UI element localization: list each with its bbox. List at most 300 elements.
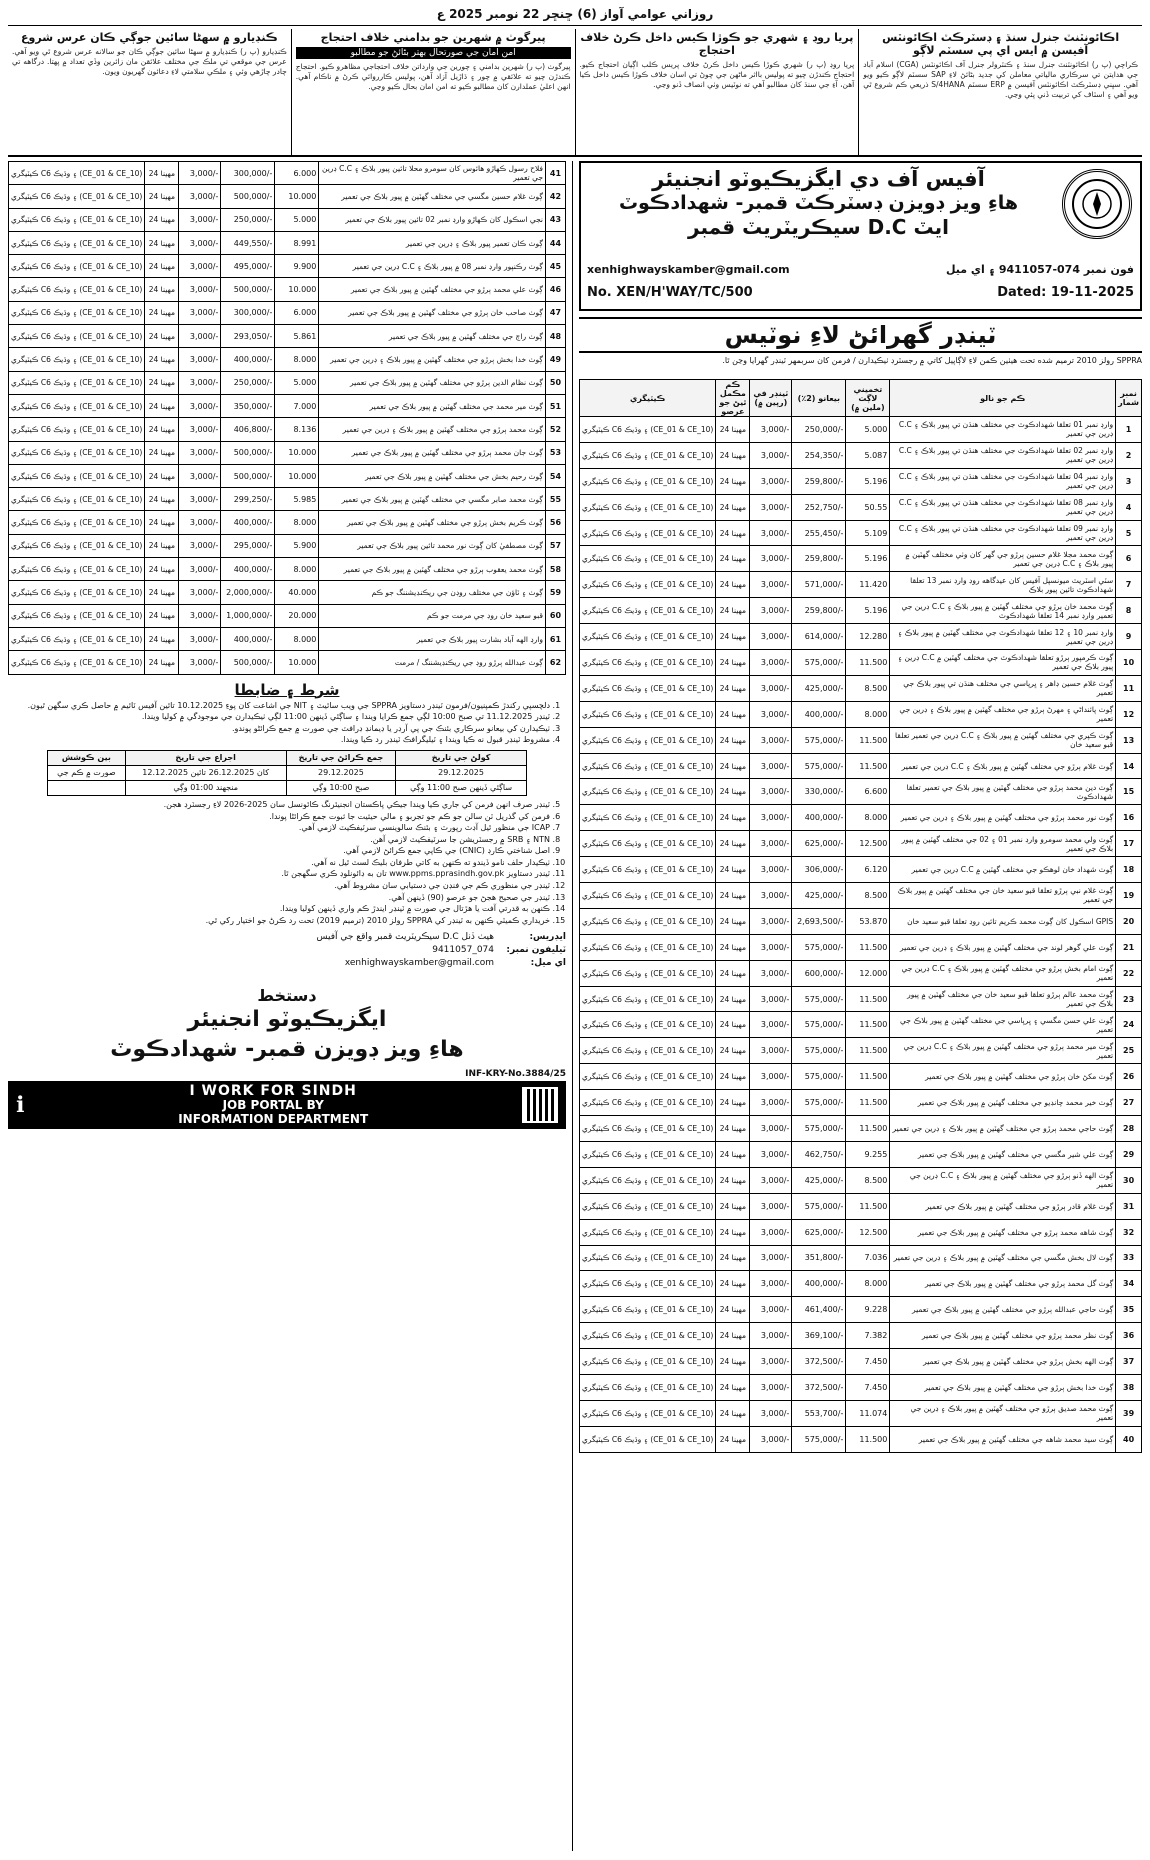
cost-cell: 7.036 — [846, 1245, 890, 1271]
period-cell: 24 مهينا — [716, 805, 750, 831]
news-column — [858, 29, 1142, 155]
notice-intro: SPPRA رولز 2010 ترميم شده تحت هيٺين ڪمن لاءِ لاڳاپيل کاتي ۾ رجسٽرڊ ٺيڪيدارن / فرمن کان سربمهر ٽينڊر گهرايا وڃن ٿا. — [722, 356, 1142, 365]
category-cell: ڪيٽيگري C6 ۽ وڌيڪ (CE_01 & CE_10) — [580, 1400, 716, 1426]
category-cell: ڪيٽيگري C6 ۽ وڌيڪ (CE_01 & CE_10) — [580, 1219, 716, 1245]
table-row — [580, 831, 1142, 857]
period-cell: 24 مهينا — [145, 325, 179, 348]
table-row — [9, 558, 566, 581]
cost-cell: 11.500 — [846, 1038, 890, 1064]
schedule-header: اجراع جي تاريخ — [125, 750, 286, 765]
category-cell: ڪيٽيگري C6 ۽ وڌيڪ (CE_01 & CE_10) — [9, 558, 145, 581]
table-row — [9, 581, 566, 604]
category-cell: ڪيٽيگري C6 ۽ وڌيڪ (CE_01 & CE_10) — [580, 494, 716, 520]
fee-cell: 3,000/- — [750, 805, 792, 831]
serial-cell: 53 — [546, 441, 566, 464]
serial-cell: 40 — [1116, 1426, 1142, 1452]
cost-cell: 8.000 — [846, 805, 890, 831]
category-cell: ڪيٽيگري C6 ۽ وڌيڪ (CE_01 & CE_10) — [580, 1090, 716, 1116]
description-cell: ڳوٺ شهداد خان لوهڪو جي مختلف گهٽين ۾ C.C ڊرين جي تعمير — [890, 857, 1116, 883]
earnest-cell: 575,000/- — [792, 753, 846, 779]
serial-cell: 7 — [1116, 572, 1142, 598]
earnest-cell: 369,100/- — [792, 1323, 846, 1349]
office-line: ايٽ D.C سيڪريٽريٽ قمبر — [688, 215, 949, 239]
notice-title: ٽينڊر گهرائڻ لاءِ نوٽيس — [579, 317, 1142, 353]
fee-cell: 3,000/- — [750, 1349, 792, 1375]
serial-cell: 3 — [1116, 468, 1142, 494]
table-row — [580, 934, 1142, 960]
table-row — [580, 908, 1142, 934]
description-cell: ڳوٺ نظام الدين ٻرڙو جي مختلف گهٽين ۾ پيور بلاڪ جي تعمير — [319, 371, 546, 394]
serial-cell: 27 — [1116, 1090, 1142, 1116]
category-cell: ڪيٽيگري C6 ۽ وڌيڪ (CE_01 & CE_10) — [580, 1012, 716, 1038]
cost-cell: 5.196 — [846, 468, 890, 494]
fee-cell: 3,000/- — [179, 558, 221, 581]
serial-cell: 25 — [1116, 1038, 1142, 1064]
cost-cell: 11.500 — [846, 753, 890, 779]
cost-cell: 10.000 — [275, 185, 319, 208]
category-cell: ڪيٽيگري C6 ۽ وڌيڪ (CE_01 & CE_10) — [580, 753, 716, 779]
table-row — [9, 488, 566, 511]
serial-cell: 56 — [546, 511, 566, 534]
col-header-period: ڪم مڪمل ٿيڻ جو عرصو — [716, 380, 750, 417]
serial-cell: 55 — [546, 488, 566, 511]
term-item: 5. ٽينڊر صرف انهن فرمن کي جاري ڪيا ويندا جيڪي پاڪستان انجنيئرنگ ڪائونسل سان 2025-2026 لاءِ رجسٽرڊ هجن. — [8, 800, 550, 811]
earnest-cell: 350,000/- — [221, 394, 275, 417]
table-row — [580, 468, 1142, 494]
earnest-cell: 625,000/- — [792, 1219, 846, 1245]
description-cell: ڳوٺ صاحب خان ٻرڙو جي مختلف گهٽين ۾ پيور بلاڪ جي تعمير — [319, 301, 546, 324]
news-body: ڪنڊيارو (پ ر) ڪنڊيارو ۾ سهڻا سائين جوڳي ڪان جو سالانه عرس شروع ٿي ويو آهي. عرس جي موقعي تي ملڪ جي مختلف علائقن مان زائرين وڏي تعداد ۾ پهتا. درگاهه تي چادر چاڙهي وئي ۽ ملڪي سلامتي لاءِ دعائون گهريون ويون. — [12, 47, 287, 76]
description-cell: ڳوٺ رحيم بخش جي مختلف گهٽين ۾ پيور بلاڪ جي تعمير — [319, 464, 546, 487]
description-cell: ڳوٺ عبدالله ٻرڙو روڊ جي ريڪنڊيشننگ / مرمت — [319, 651, 546, 674]
signature-label: دستخط — [257, 986, 317, 1006]
period-cell: 24 مهينا — [145, 301, 179, 324]
serial-cell: 10 — [1116, 650, 1142, 676]
description-cell: نجي اسڪول کان ڪهاڙو وارڊ نمبر 02 تائين پيور بلاڪ جي تعمير — [319, 208, 546, 231]
earnest-cell: 306,000/- — [792, 857, 846, 883]
earnest-cell: 500,000/- — [221, 278, 275, 301]
serial-cell: 2 — [1116, 442, 1142, 468]
serial-cell: 35 — [1116, 1297, 1142, 1323]
description-cell: ڳوٺ پائنداڻي ۽ مهرڻ ٻرڙو جي مختلف گهٽين ۾ پيور بلاڪ ۽ ڊرين جي تعمير — [890, 701, 1116, 727]
table-row — [9, 278, 566, 301]
cost-cell: 8.000 — [275, 558, 319, 581]
fee-cell: 3,000/- — [750, 1245, 792, 1271]
phone-value: 074_9411057 — [432, 945, 494, 956]
category-cell: ڪيٽيگري C6 ۽ وڌيڪ (CE_01 & CE_10) — [580, 650, 716, 676]
fee-cell: 3,000/- — [750, 857, 792, 883]
cost-cell: 10.000 — [275, 464, 319, 487]
contact-line — [587, 263, 1134, 276]
news-column — [575, 29, 859, 155]
description-cell: ڳوٺ علي گوهر لوند جي مختلف گهٽين ۾ پيور بلاڪ ۽ ڊرين جي تعمير — [890, 934, 1116, 960]
serial-cell: 16 — [1116, 805, 1142, 831]
category-cell: ڪيٽيگري C6 ۽ وڌيڪ (CE_01 & CE_10) — [580, 675, 716, 701]
serial-cell: 18 — [1116, 857, 1142, 883]
period-cell: 24 مهينا — [145, 534, 179, 557]
fee-cell: 3,000/- — [179, 255, 221, 278]
table-row — [9, 441, 566, 464]
earnest-cell: 575,000/- — [792, 1064, 846, 1090]
fee-cell: 3,000/- — [179, 278, 221, 301]
table-row — [9, 371, 566, 394]
serial-cell: 14 — [1116, 753, 1142, 779]
address-value: هيٺ ڏنل D.C سيڪريٽريٽ قمبر واقع جي آفيس — [316, 932, 494, 943]
news-column — [8, 29, 291, 155]
cost-cell: 5.196 — [846, 598, 890, 624]
cost-cell: 11.500 — [846, 934, 890, 960]
period-cell: 24 مهينا — [716, 1141, 750, 1167]
cost-cell: 20.000 — [275, 604, 319, 627]
serial-cell: 39 — [1116, 1400, 1142, 1426]
earnest-cell: 400,000/- — [792, 1271, 846, 1297]
category-cell: ڪيٽيگري C6 ۽ وڌيڪ (CE_01 & CE_10) — [9, 441, 145, 464]
period-cell: 24 مهينا — [716, 779, 750, 805]
fee-cell: 3,000/- — [750, 1271, 792, 1297]
category-cell: ڪيٽيگري C6 ۽ وڌيڪ (CE_01 & CE_10) — [9, 325, 145, 348]
schedule-cell: صورت ۾ ڪم جي — [48, 765, 126, 780]
earnest-cell: 575,000/- — [792, 986, 846, 1012]
banner-line: INFORMATION DEPARTMENT — [178, 1112, 369, 1127]
table-row — [580, 1323, 1142, 1349]
cost-cell: 11.500 — [846, 1012, 890, 1038]
fee-cell: 3,000/- — [179, 511, 221, 534]
cost-cell: 6.000 — [275, 301, 319, 324]
period-cell: 24 مهينا — [716, 1116, 750, 1142]
period-cell: 24 مهينا — [716, 1167, 750, 1193]
table-row — [580, 986, 1142, 1012]
period-cell: 24 مهينا — [145, 185, 179, 208]
category-cell: ڪيٽيگري C6 ۽ وڌيڪ (CE_01 & CE_10) — [580, 1064, 716, 1090]
category-cell: ڪيٽيگري C6 ۽ وڌيڪ (CE_01 & CE_10) — [580, 960, 716, 986]
period-cell: 24 مهينا — [716, 1271, 750, 1297]
cost-cell: 40.000 — [275, 581, 319, 604]
description-cell: ڳوٺ محمد صديق ٻرڙو جي مختلف گهٽين ۾ پيور بلاڪ ۽ ڊرين جي تعمير — [890, 1400, 1116, 1426]
category-cell: ڪيٽيگري C6 ۽ وڌيڪ (CE_01 & CE_10) — [9, 278, 145, 301]
schedule-header: جمع ڪرائڻ جي تاريخ — [286, 750, 396, 765]
table-row — [9, 651, 566, 674]
description-cell: ڳوٺ غلام نبي ٻرڙو تعلقا قبو سعيد خان جي مختلف گهٽين ۾ پيور بلاڪ جي تعمير — [890, 883, 1116, 909]
earnest-cell: 259,800/- — [792, 598, 846, 624]
category-cell: ڪيٽيگري C6 ۽ وڌيڪ (CE_01 & CE_10) — [580, 572, 716, 598]
earnest-cell: 259,800/- — [792, 546, 846, 572]
earnest-cell: 614,000/- — [792, 624, 846, 650]
description-cell: ڳوٺ راڄ جي مختلف گهٽين ۾ پيور بلاڪ جي تعمير — [319, 325, 546, 348]
contact-address — [8, 931, 566, 970]
earnest-cell: 400,000/- — [792, 701, 846, 727]
period-cell: 24 مهينا — [145, 348, 179, 371]
description-cell: ڳوٺ علي حسن مگسي ۽ ڀرپاسي جي مختلف گهٽين ۾ پيور بلاڪ جي تعمير — [890, 1012, 1116, 1038]
table-row — [580, 1012, 1142, 1038]
fee-cell: 3,000/- — [750, 598, 792, 624]
table-row — [9, 511, 566, 534]
earnest-cell: 462,750/- — [792, 1141, 846, 1167]
earnest-cell: 500,000/- — [221, 651, 275, 674]
period-cell: 24 مهينا — [716, 572, 750, 598]
period-cell: 24 مهينا — [716, 883, 750, 909]
earnest-cell: 293,050/- — [221, 325, 275, 348]
fee-cell: 3,000/- — [179, 534, 221, 557]
fee-cell: 3,000/- — [750, 572, 792, 598]
description-cell: ڳوٺ مکڻ خان ٻرڙو جي مختلف گهٽين ۾ پيور بلاڪ جي تعمير — [890, 1064, 1116, 1090]
cost-cell: 12.500 — [846, 831, 890, 857]
table-row — [580, 727, 1142, 753]
cost-cell: 8.000 — [846, 1271, 890, 1297]
table-row — [580, 624, 1142, 650]
fee-cell: 3,000/- — [179, 325, 221, 348]
serial-cell: 29 — [1116, 1141, 1142, 1167]
schedule-cell: 12.12.2025 کان 26.12.2025 تائين — [125, 765, 286, 780]
office-header — [579, 161, 1142, 311]
description-cell: ڳوٺ غلام ٻرڙو جي مختلف گهٽين ۾ پيور بلاڪ ۽ C.C ڊرين جي تعمير — [890, 753, 1116, 779]
serial-cell: 45 — [546, 255, 566, 278]
cost-cell: 5.087 — [846, 442, 890, 468]
description-cell: وارڊ نمبر 08 تعلقا شهدادڪوٽ جي مختلف هنڌن تي پيور بلاڪ ۽ C.C ڊرين جي تعمير — [890, 494, 1116, 520]
cost-cell: 6.600 — [846, 779, 890, 805]
table-row — [580, 494, 1142, 520]
earnest-cell: 449,550/- — [221, 231, 275, 254]
fee-cell: 3,000/- — [750, 546, 792, 572]
cost-cell: 5.000 — [275, 208, 319, 231]
description-cell: ڳوٺ لال بخش مگسي جي مختلف گهٽين ۾ پيور بلاڪ ۽ ڊرين جي تعمير — [890, 1245, 1116, 1271]
period-cell: 24 مهينا — [716, 1012, 750, 1038]
serial-cell: 54 — [546, 464, 566, 487]
fee-cell: 3,000/- — [179, 371, 221, 394]
description-cell: ڳوٺ شاهه محمد ٻرڙو جي مختلف گهٽين ۾ پيور بلاڪ جي تعمير — [890, 1219, 1116, 1245]
serial-cell: 44 — [546, 231, 566, 254]
period-cell: 24 مهينا — [716, 624, 750, 650]
period-cell: 24 مهينا — [716, 1323, 750, 1349]
period-cell: 24 مهينا — [145, 581, 179, 604]
category-cell: ڪيٽيگري C6 ۽ وڌيڪ (CE_01 & CE_10) — [9, 208, 145, 231]
category-cell: ڪيٽيگري C6 ۽ وڌيڪ (CE_01 & CE_10) — [580, 1426, 716, 1452]
period-cell: 24 مهينا — [716, 546, 750, 572]
period-cell: 24 مهينا — [145, 208, 179, 231]
fee-cell: 3,000/- — [179, 581, 221, 604]
cost-cell: 5.900 — [275, 534, 319, 557]
cost-cell: 11.500 — [846, 727, 890, 753]
earnest-cell: 372,500/- — [792, 1374, 846, 1400]
cost-cell: 11.500 — [846, 1116, 890, 1142]
category-cell: ڪيٽيگري C6 ۽ وڌيڪ (CE_01 & CE_10) — [580, 1297, 716, 1323]
term-item: 7. ICAP جي منظور ٿيل آڊٽ رپورٽ ۽ بئنڪ سالوينسي سرٽيفڪيٽ لازمي آهي. — [8, 823, 550, 834]
col-header-cost: تخميني لاڳت (ملين ۾) — [846, 380, 890, 417]
description-cell: وارڊ نمبر 02 تعلقا شهدادڪوٽ جي مختلف هنڌن تي پيور بلاڪ ۽ C.C ڊرين جي تعمير — [890, 442, 1116, 468]
period-cell: 24 مهينا — [145, 394, 179, 417]
description-cell: ڳوٺ ڪريم بخش ٻرڙو جي مختلف گهٽين ۾ پيور بلاڪ جي تعمير — [319, 511, 546, 534]
earnest-cell: 425,000/- — [792, 1167, 846, 1193]
job-portal-banner — [8, 1081, 566, 1129]
schedule-header: بين ڪوشش — [48, 750, 126, 765]
cost-cell: 5.109 — [846, 520, 890, 546]
serial-cell: 52 — [546, 418, 566, 441]
serial-cell: 20 — [1116, 908, 1142, 934]
cost-cell: 8.000 — [275, 627, 319, 650]
works-table-continued — [8, 161, 566, 675]
earnest-cell: 575,000/- — [792, 1038, 846, 1064]
period-cell: 24 مهينا — [145, 162, 179, 185]
period-cell: 24 مهينا — [145, 558, 179, 581]
term-item: 15. خريداري ڪميٽي ڪنهن به ٽينڊر کي SPPRA رولز 2010 (ترميم 2019) تحت رد ڪرڻ جو اختيار رکي ٿي. — [8, 916, 550, 927]
description-cell: ڳوٺ علي شير مگسي جي مختلف گهٽين ۾ پيور بلاڪ جي تعمير — [890, 1141, 1116, 1167]
table-row — [580, 572, 1142, 598]
fee-cell: 3,000/- — [750, 934, 792, 960]
table-row — [9, 464, 566, 487]
category-cell: ڪيٽيگري C6 ۽ وڌيڪ (CE_01 & CE_10) — [9, 534, 145, 557]
serial-cell: 32 — [1116, 1219, 1142, 1245]
table-row — [580, 650, 1142, 676]
signatory-office: هاءِ ويز ڊويزن قمبر- شهدادڪوٽ — [110, 1037, 464, 1063]
description-cell: ڳوٺ الهه ڏنو ٻرڙو جي مختلف گهٽين ۾ پيور بلاڪ ۽ C.C ڊرين جي تعمير — [890, 1167, 1116, 1193]
col-header-no: نمبر شمار — [1116, 380, 1142, 417]
serial-cell: 1 — [1116, 417, 1142, 443]
period-cell: 24 مهينا — [716, 1038, 750, 1064]
news-body: پيرگوٺ (پ ر) شهرين بدامني ۽ چورين جي وارداتن خلاف احتجاجي مظاهرو ڪيو. احتجاج ڪندڙن چيو ته علائقي ۾ چور ۽ ڌاڙيل آزاد آهن، پوليس ڪارروائي ڪرڻ ۾ ناڪام آهي. انهن اعليٰ عملدارن کان مطالبو ڪيو ته امن امان بحال ڪيو وڃي. — [295, 62, 571, 91]
serial-cell: 47 — [546, 301, 566, 324]
serial-cell: 33 — [1116, 1245, 1142, 1271]
fee-cell: 3,000/- — [750, 624, 792, 650]
category-cell: ڪيٽيگري C6 ۽ وڌيڪ (CE_01 & CE_10) — [9, 255, 145, 278]
table-row — [580, 1400, 1142, 1426]
period-cell: 24 مهينا — [716, 908, 750, 934]
fee-cell: 3,000/- — [750, 468, 792, 494]
period-cell: 24 مهينا — [716, 960, 750, 986]
term-item: 11. ٽينڊر دستاويز www.ppms.pprasindh.gov.pk تان به ڊائونلوڊ ڪري سگهجن ٿا. — [8, 869, 550, 880]
news-headline: ڪنڊيارو ۾ سهڻا سائين جوڳي ڪان عرس شروع — [21, 31, 278, 44]
description-cell: ڳوٺ محمد خان ٻرڙو جي مختلف گهٽين ۾ پيور بلاڪ ۽ C.C ڊرين جي تعمير وارڊ نمبر 14 تعلقا شهدادڪوٽ — [890, 598, 1116, 624]
cost-cell: 50.55 — [846, 494, 890, 520]
qr-code-icon — [522, 1087, 558, 1123]
earnest-cell: 295,000/- — [221, 534, 275, 557]
earnest-cell: 1,000,000/- — [221, 604, 275, 627]
category-cell: ڪيٽيگري C6 ۽ وڌيڪ (CE_01 & CE_10) — [9, 301, 145, 324]
table-row — [580, 675, 1142, 701]
cost-cell: 5.985 — [275, 488, 319, 511]
category-cell: ڪيٽيگري C6 ۽ وڌيڪ (CE_01 & CE_10) — [580, 1193, 716, 1219]
news-column — [291, 29, 575, 155]
category-cell: ڪيٽيگري C6 ۽ وڌيڪ (CE_01 & CE_10) — [9, 651, 145, 674]
fee-cell: 3,000/- — [179, 162, 221, 185]
earnest-cell: 250,000/- — [221, 371, 275, 394]
period-cell: 24 مهينا — [716, 701, 750, 727]
fee-cell: 3,000/- — [179, 208, 221, 231]
description-cell: ڳوٺ گل محمد ٻرڙو جي مختلف گهٽين ۾ پيور بلاڪ جي تعمير — [890, 1271, 1116, 1297]
table-row — [9, 325, 566, 348]
period-cell: 24 مهينا — [716, 494, 750, 520]
table-row — [580, 1374, 1142, 1400]
category-cell: ڪيٽيگري C6 ۽ وڌيڪ (CE_01 & CE_10) — [580, 1245, 716, 1271]
term-item: 8. NTN ۽ SRB ۾ رجسٽريشن جا سرٽيفڪيٽ لازمي آهن. — [8, 835, 550, 846]
col-header-class: ڪيٽيگري — [580, 380, 716, 417]
period-cell: 24 مهينا — [145, 511, 179, 534]
fee-cell: 3,000/- — [750, 986, 792, 1012]
terms-list — [8, 701, 566, 746]
period-cell: 24 مهينا — [145, 488, 179, 511]
news-body: ڪراچي (پ ر) اڪائونٽنٽ جنرل سنڌ ۽ ڪنٽرولر جنرل آف اڪائونٽس (CGA) اسلام آباد جي هدايتن تي سرڪاري مالياتي معاملن کي جديد بڻائڻ لاءِ SAP سسٽم لاڳو ڪيو ويو آهي. سڀني ڊسٽرڪٽ اڪائونٽس آفيسن ۾ ERP سسٽم S/4HANA ذريعي ڪم شروع ٿي ويو آهي ۽ اسٽاف کي تربيت ڏني پئي وڃي. — [863, 60, 1138, 99]
period-cell: 24 مهينا — [145, 464, 179, 487]
fee-cell: 3,000/- — [179, 185, 221, 208]
term-item: 6. فرمن کي گذريل ٽن سالن جو ڪم جو تجربو ۽ مالي حيثيت جا ثبوت جمع ڪرائڻا پوندا. — [8, 812, 550, 823]
table-row — [580, 1116, 1142, 1142]
cost-cell: 5.196 — [846, 546, 890, 572]
cost-cell: 8.000 — [846, 701, 890, 727]
fee-cell: 3,000/- — [179, 604, 221, 627]
fee-cell: 3,000/- — [750, 520, 792, 546]
category-cell: ڪيٽيگري C6 ۽ وڌيڪ (CE_01 & CE_10) — [580, 1116, 716, 1142]
schedule-cell: ساڳئي ڏينهن صبح 11:00 وڳي — [396, 780, 527, 795]
fee-cell: 3,000/- — [750, 1141, 792, 1167]
cost-cell: 9.900 — [275, 255, 319, 278]
cost-cell: 11.420 — [846, 572, 890, 598]
earnest-cell: 259,800/- — [792, 468, 846, 494]
masthead: روزاني عوامي آواز (6) ڇنڇر 22 نومبر 2025 ع — [8, 4, 1142, 26]
earnest-cell: 575,000/- — [792, 934, 846, 960]
category-cell: ڪيٽيگري C6 ۽ وڌيڪ (CE_01 & CE_10) — [580, 1167, 716, 1193]
period-cell: 24 مهينا — [716, 1064, 750, 1090]
cost-cell: 11.500 — [846, 650, 890, 676]
fee-cell: 3,000/- — [179, 301, 221, 324]
cost-cell: 9.255 — [846, 1141, 890, 1167]
table-row — [580, 805, 1142, 831]
fee-cell: 3,000/- — [750, 1426, 792, 1452]
table-row — [9, 185, 566, 208]
earnest-cell: 500,000/- — [221, 464, 275, 487]
description-cell: ڳوٺ محمد صابر مگسي جي مختلف گهٽين ۾ پيور بلاڪ جي تعمير — [319, 488, 546, 511]
serial-cell: 11 — [1116, 675, 1142, 701]
serial-cell: 51 — [546, 394, 566, 417]
sindh-government-logo-icon — [1062, 169, 1132, 239]
term-item: 9. اصل شناختي ڪارڊ (CNIC) جي ڪاپي جمع ڪرائڻ لازمي آهي. — [8, 846, 550, 857]
serial-cell: 57 — [546, 534, 566, 557]
category-cell: ڪيٽيگري C6 ۽ وڌيڪ (CE_01 & CE_10) — [580, 831, 716, 857]
earnest-cell: 400,000/- — [792, 805, 846, 831]
description-cell: ڳوٺ الهه بخش ٻرڙو جي مختلف گهٽين ۾ پيور بلاڪ جي تعمير — [890, 1349, 1116, 1375]
tender-advertisement — [8, 161, 1142, 1851]
signatory-title: ايگزيڪيوٽو انجنيئر — [187, 1007, 387, 1033]
term-item: 13. ٽينڊر جي صحيح هجڻ جو عرصو (90) ڏينهن آهي. — [8, 893, 550, 904]
description-cell: ڳوٺ ڪپري جي مختلف گهٽين ۾ پيور بلاڪ ۽ C.C ڊرين جي تعمير تعلقا قبو سعيد خان — [890, 727, 1116, 753]
table-row — [580, 417, 1142, 443]
serial-cell: 17 — [1116, 831, 1142, 857]
cost-cell: 6.120 — [846, 857, 890, 883]
table-row — [580, 546, 1142, 572]
description-cell: ڳوٺ مير محمد جي مختلف گهٽين ۾ پيور بلاڪ جي تعمير — [319, 394, 546, 417]
category-cell: ڪيٽيگري C6 ۽ وڌيڪ (CE_01 & CE_10) — [9, 394, 145, 417]
earnest-cell: 330,000/- — [792, 779, 846, 805]
fee-cell: 3,000/- — [179, 488, 221, 511]
serial-cell: 61 — [546, 627, 566, 650]
reference-number: No. XEN/H'WAY/TC/500 — [587, 285, 753, 300]
period-cell: 24 مهينا — [145, 418, 179, 441]
table-row — [580, 753, 1142, 779]
earnest-cell: 406,800/- — [221, 418, 275, 441]
schedule-cell: 29.12.2025 — [286, 765, 396, 780]
cost-cell: 8.991 — [275, 231, 319, 254]
description-cell: ڳوٺ محمد مجلا غلام حسين ٻرڙو جي گهر کان وٺي مختلف گهٽين ۾ پيور بلاڪ ۽ C.C ڊرين جي تعمير — [890, 546, 1116, 572]
serial-cell: 38 — [1116, 1374, 1142, 1400]
fee-cell: 3,000/- — [750, 831, 792, 857]
period-cell: 24 مهينا — [716, 468, 750, 494]
fee-cell: 3,000/- — [750, 675, 792, 701]
right-column — [573, 161, 1142, 1851]
earnest-cell: 500,000/- — [221, 441, 275, 464]
period-cell: 24 مهينا — [145, 255, 179, 278]
table-row — [580, 598, 1142, 624]
serial-cell: 24 — [1116, 1012, 1142, 1038]
term-item: 12. ٽينڊر جي منظوري ڪم جي فنڊن جي دستيابي سان مشروط آهي. — [8, 881, 550, 892]
schedule-cell: 29.12.2025 — [396, 765, 527, 780]
description-cell: ڳوٺ حاجي محمد ٻرڙو جي مختلف گهٽين ۾ پيور بلاڪ ۽ ڊرين جي تعمير — [890, 1116, 1116, 1142]
